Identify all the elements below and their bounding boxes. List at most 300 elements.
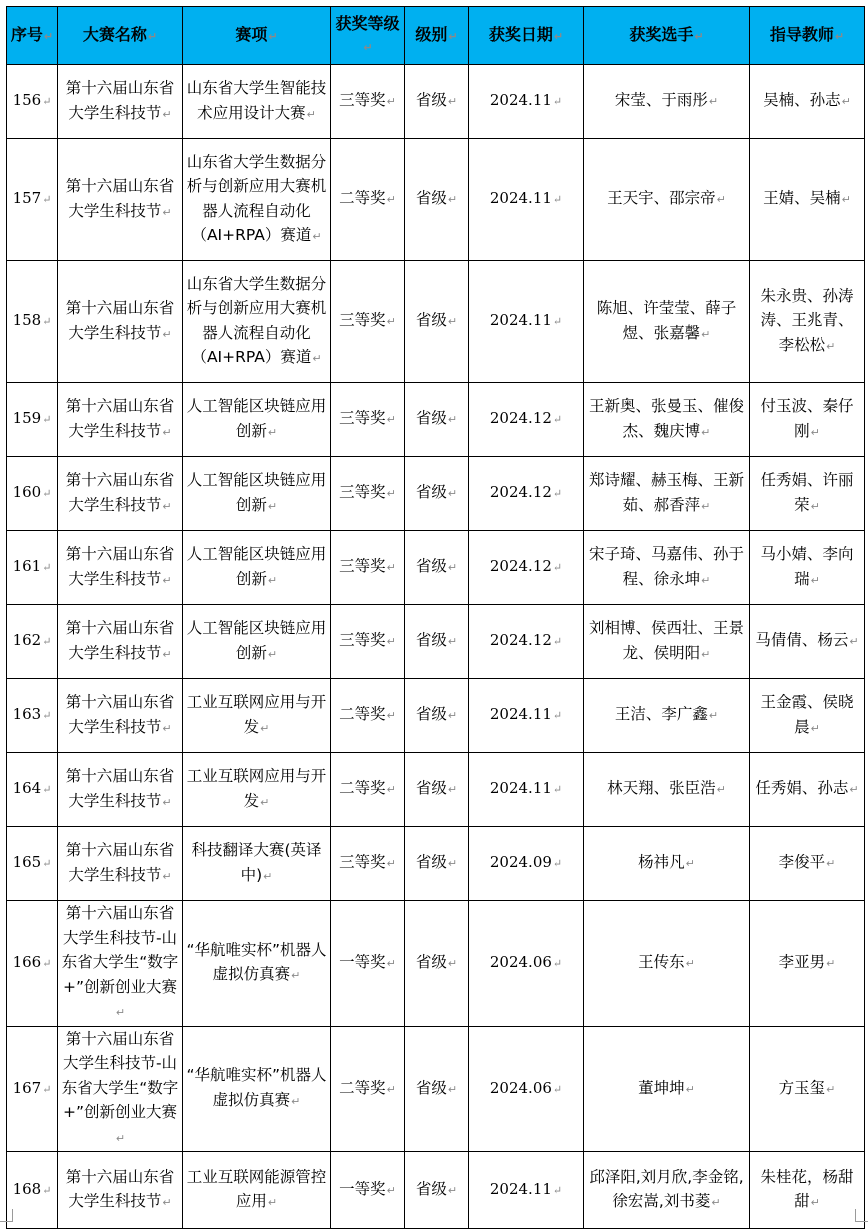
paragraph-mark: ↵ xyxy=(552,95,563,109)
cell-level xyxy=(405,827,469,901)
cell-teachers xyxy=(750,1152,865,1229)
cell-students xyxy=(584,531,750,605)
paragraph-mark: ↵ xyxy=(260,795,270,809)
cell-level-text: 省级 xyxy=(415,189,447,208)
table-row xyxy=(7,753,865,827)
paragraph-mark: ↵ xyxy=(42,1082,52,1096)
cell-date xyxy=(469,261,584,383)
cell-award-text: 一等奖 xyxy=(339,1179,386,1198)
paragraph-mark: ↵ xyxy=(42,1183,52,1197)
paragraph-mark: ↵ xyxy=(386,709,396,723)
paragraph-mark: ↵ xyxy=(42,709,52,723)
cell-contest xyxy=(58,65,183,139)
paragraph-mark: ↵ xyxy=(42,413,52,427)
paragraph-mark: ↵ xyxy=(267,647,278,661)
paragraph-mark: ↵ xyxy=(701,647,711,661)
cell-date xyxy=(469,383,584,457)
cell-date xyxy=(469,65,584,139)
paragraph-mark: ↵ xyxy=(386,193,396,207)
paragraph-mark: ↵ xyxy=(162,425,172,439)
cell-award xyxy=(331,261,405,383)
paragraph-mark: ↵ xyxy=(552,1082,563,1096)
paragraph-mark: ↵ xyxy=(447,857,458,871)
paragraph-mark: ↵ xyxy=(42,957,52,970)
paragraph-mark: ↵ xyxy=(447,1183,458,1197)
cell-award xyxy=(331,139,405,261)
cell-level-text: 省级 xyxy=(415,409,447,428)
cell-date-text: 2024.06 xyxy=(489,1078,552,1097)
cell-students-text: 王传东 xyxy=(638,953,685,971)
cell-award-text: 三等奖 xyxy=(339,631,386,650)
cell-award xyxy=(331,901,405,1027)
cell-event xyxy=(183,679,331,753)
cell-contest xyxy=(58,827,183,901)
table-row xyxy=(7,605,865,679)
paragraph-mark: ↵ xyxy=(42,783,52,797)
paragraph-mark: ↵ xyxy=(386,487,396,501)
paragraph-mark: ↵ xyxy=(552,709,563,723)
paragraph-mark: ↵ xyxy=(162,1196,172,1209)
cell-teachers-text: 李亚男 xyxy=(778,953,826,971)
cell-level-text: 省级 xyxy=(415,779,447,798)
paragraph-mark: ↵ xyxy=(386,95,396,109)
paragraph-mark: ↵ xyxy=(42,487,52,501)
cell-award xyxy=(331,383,405,457)
paragraph-mark: ↵ xyxy=(826,857,836,871)
page-corner-mark xyxy=(855,1209,868,1222)
cell-award xyxy=(331,1026,405,1152)
cell-teachers-text: 李俊平 xyxy=(778,853,826,872)
cell-teachers-text: 吴楠、孙志 xyxy=(763,91,841,110)
paragraph-mark: ↵ xyxy=(386,315,396,329)
cell-level-text: 省级 xyxy=(415,557,447,576)
paragraph-mark: ↵ xyxy=(826,339,836,353)
paragraph-mark: ↵ xyxy=(162,327,172,341)
paragraph-mark: ↵ xyxy=(552,193,563,207)
cell-contest-text: 第十六届山东省大学生科技节 xyxy=(65,693,175,736)
cell-level xyxy=(405,901,469,1027)
cell-teachers xyxy=(750,605,865,679)
cell-date-text: 2024.11 xyxy=(489,311,552,330)
cell-event xyxy=(183,901,331,1027)
cell-level-text: 省级 xyxy=(415,705,447,724)
cell-no xyxy=(7,457,58,531)
cell-event xyxy=(183,1152,331,1229)
cell-award-text: 三等奖 xyxy=(339,483,386,502)
cell-award-text: 二等奖 xyxy=(339,779,386,798)
cell-date xyxy=(469,139,584,261)
cell-date-text: 2024.12 xyxy=(489,631,552,650)
paragraph-mark: ↵ xyxy=(42,315,52,329)
paragraph-mark: ↵ xyxy=(386,857,396,871)
cell-event-text: “华航唯实杯”机器人虚拟仿真赛 xyxy=(186,1066,327,1109)
header-level: 级别↵ xyxy=(405,7,469,65)
cell-event xyxy=(183,753,331,827)
cell-event xyxy=(183,65,331,139)
cell-date xyxy=(469,679,584,753)
cell-teachers-text: 方玉玺 xyxy=(778,1078,826,1097)
cell-students xyxy=(584,605,750,679)
table-row xyxy=(7,1152,865,1229)
cell-level xyxy=(405,679,469,753)
cell-award-text: 三等奖 xyxy=(339,91,386,110)
cell-date-text: 2024.12 xyxy=(489,483,552,502)
cell-no-text: 165 xyxy=(12,853,42,872)
cell-teachers-text: 任秀娟、许丽荣 xyxy=(760,471,854,514)
cell-contest-text: 第十六届山东省大学生科技节 xyxy=(65,177,175,220)
paragraph-mark: ↵ xyxy=(552,857,563,871)
cell-teachers-text: 朱桂花，杨甜甜 xyxy=(760,1167,854,1210)
paragraph-mark: ↵ xyxy=(552,635,563,649)
cell-level-text: 省级 xyxy=(415,311,447,330)
cell-event-text: 工业互联网应用与开发 xyxy=(186,693,327,736)
header-contest: 大赛名称↵ xyxy=(58,7,183,65)
cell-award-text: 二等奖 xyxy=(339,189,386,208)
cell-contest-text: 第十六届山东省大学生科技节 xyxy=(65,1167,175,1210)
paragraph-mark: ↵ xyxy=(386,1183,396,1197)
page-corner-mark xyxy=(0,1209,13,1222)
cell-no-text: 158 xyxy=(12,311,42,330)
cell-students xyxy=(584,65,750,139)
paragraph-mark: ↵ xyxy=(42,635,52,649)
cell-event-text: 人工智能区块链应用创新 xyxy=(186,619,327,662)
cell-contest-text: 第十六届山东省大学生科技节 xyxy=(65,397,175,440)
paragraph-mark: ↵ xyxy=(552,783,563,797)
header-row xyxy=(7,7,865,65)
cell-date xyxy=(469,901,584,1027)
paragraph-mark: ↵ xyxy=(447,709,458,723)
paragraph-mark: ↵ xyxy=(312,230,322,243)
cell-students-text: 宋子琦、马嘉伟、孙于程、徐永坤 xyxy=(588,545,744,588)
paragraph-mark: ↵ xyxy=(386,783,396,797)
cell-contest xyxy=(58,753,183,827)
cell-teachers-text: 付玉波、秦仔刚 xyxy=(760,397,854,440)
paragraph-mark: ↵ xyxy=(841,95,851,109)
cell-level xyxy=(405,139,469,261)
cell-level-text: 省级 xyxy=(415,1078,447,1097)
cell-award xyxy=(331,679,405,753)
paragraph-mark: ↵ xyxy=(447,315,458,329)
paragraph-mark: ↵ xyxy=(267,573,278,587)
cell-award-text: 三等奖 xyxy=(339,409,386,428)
cell-contest xyxy=(58,901,183,1027)
paragraph-mark: ↵ xyxy=(716,193,726,207)
cell-no-text: 167 xyxy=(12,1078,42,1097)
cell-students-text: 林天翔、张臣浩 xyxy=(607,779,716,798)
awards-table-body xyxy=(7,65,865,1229)
cell-contest xyxy=(58,1152,183,1229)
header-students: 获奖选手↵ xyxy=(584,7,750,65)
cell-award xyxy=(331,1152,405,1229)
cell-event-text: 工业互联网能源管控应用 xyxy=(186,1167,327,1210)
cell-date xyxy=(469,531,584,605)
cell-contest-text: 第十六届山东省大学生科技节 xyxy=(65,767,175,810)
cell-level-text: 省级 xyxy=(415,1179,447,1198)
paragraph-mark: ↵ xyxy=(701,425,711,439)
cell-event-text: 人工智能区块链应用创新 xyxy=(186,545,327,588)
paragraph-mark: ↵ xyxy=(162,499,172,513)
cell-students-text: 陈旭、许莹莹、薛子煜、张嘉馨 xyxy=(596,299,737,342)
cell-award xyxy=(331,531,405,605)
table-row xyxy=(7,1026,865,1152)
cell-students-text: 王洁、李广鑫 xyxy=(614,705,708,724)
paragraph-mark: ↵ xyxy=(711,1196,721,1209)
table-row xyxy=(7,457,865,531)
awards-table xyxy=(6,6,865,1229)
cell-teachers-text: 王婧、吴楠 xyxy=(763,189,841,208)
paragraph-mark: ↵ xyxy=(162,869,172,883)
cell-event-text: 人工智能区块链应用创新 xyxy=(186,397,327,440)
paragraph-mark: ↵ xyxy=(386,561,396,575)
cell-contest-text: 第十六届山东省大学生科技节 xyxy=(65,471,175,514)
header-award: 获奖等级↵ xyxy=(331,7,405,65)
cell-no-text: 162 xyxy=(12,631,42,650)
cell-event xyxy=(183,531,331,605)
paragraph-mark: ↵ xyxy=(42,561,52,575)
cell-students-text: 王天宇、邵宗帝 xyxy=(607,189,716,208)
cell-teachers xyxy=(750,139,865,261)
cell-students-text: 王新奥、张曼玉、催俊杰、魏庆博 xyxy=(588,397,744,440)
cell-date xyxy=(469,1026,584,1152)
paragraph-mark: ↵ xyxy=(552,413,563,427)
paragraph-mark: ↵ xyxy=(552,1183,563,1197)
paragraph-mark: ↵ xyxy=(716,783,726,797)
cell-students xyxy=(584,679,750,753)
cell-no-text: 156 xyxy=(12,91,42,110)
paragraph-mark: ↵ xyxy=(810,425,820,439)
cell-level xyxy=(405,1026,469,1152)
paragraph-mark: ↵ xyxy=(826,1082,836,1096)
paragraph-mark: ↵ xyxy=(312,352,322,365)
paragraph-mark: ↵ xyxy=(267,425,278,439)
cell-contest xyxy=(58,261,183,383)
cell-level xyxy=(405,753,469,827)
cell-date-text: 2024.11 xyxy=(489,705,552,724)
paragraph-mark: ↵ xyxy=(162,721,172,735)
cell-event-text: 工业互联网应用与开发 xyxy=(186,767,327,810)
header-teachers: 指导教师↵ xyxy=(750,7,865,65)
cell-students-text: 郑诗耀、赫玉梅、王新茹、郝香萍 xyxy=(588,471,744,514)
cell-students-text: 董坤坤 xyxy=(638,1078,685,1097)
paragraph-mark: ↵ xyxy=(849,783,859,797)
cell-date-text: 2024.06 xyxy=(489,953,552,971)
paragraph-mark: ↵ xyxy=(386,635,396,649)
cell-date xyxy=(469,605,584,679)
cell-no xyxy=(7,139,58,261)
paragraph-mark: ↵ xyxy=(162,795,172,809)
table-row xyxy=(7,261,865,383)
cell-contest xyxy=(58,383,183,457)
cell-no xyxy=(7,753,58,827)
cell-no xyxy=(7,901,58,1027)
cell-date xyxy=(469,827,584,901)
cell-award xyxy=(331,827,405,901)
paragraph-mark: ↵ xyxy=(701,573,711,587)
cell-contest-text: 第十六届山东省大学生科技节 xyxy=(65,841,175,884)
paragraph-mark: ↵ xyxy=(708,95,719,109)
paragraph-mark: ↵ xyxy=(115,1131,126,1145)
cell-teachers xyxy=(750,261,865,383)
cell-level xyxy=(405,531,469,605)
paragraph-mark: ↵ xyxy=(162,647,172,661)
cell-teachers-text: 王金霞、侯晓晨 xyxy=(760,693,854,736)
paragraph-mark: ↵ xyxy=(552,315,563,329)
cell-no-text: 168 xyxy=(12,1179,42,1198)
paragraph-mark: ↵ xyxy=(447,193,458,207)
cell-students xyxy=(584,457,750,531)
paragraph-mark: ↵ xyxy=(447,635,458,649)
cell-award-text: 二等奖 xyxy=(339,705,386,724)
paragraph-mark: ↵ xyxy=(552,561,563,575)
cell-level xyxy=(405,261,469,383)
table-row xyxy=(7,827,865,901)
cell-date-text: 2024.11 xyxy=(489,1179,552,1198)
cell-teachers xyxy=(750,753,865,827)
cell-teachers-text: 任秀娟、孙志 xyxy=(755,779,849,798)
cell-contest-text: 第十六届山东省大学生科技节 xyxy=(65,619,175,662)
cell-teachers xyxy=(750,901,865,1027)
cell-students xyxy=(584,827,750,901)
cell-teachers xyxy=(750,383,865,457)
cell-no xyxy=(7,531,58,605)
cell-date-text: 2024.11 xyxy=(489,91,552,110)
cell-level-text: 省级 xyxy=(415,631,447,650)
paragraph-mark: ↵ xyxy=(810,499,820,513)
cell-event-text: 山东省大学生数据分析与创新应用大赛机器人流程自动化（AI+RPA）赛道 xyxy=(186,274,327,366)
paragraph-mark: ↵ xyxy=(685,957,695,970)
cell-award-text: 三等奖 xyxy=(339,311,386,330)
cell-no-text: 164 xyxy=(12,779,42,798)
cell-teachers xyxy=(750,679,865,753)
paragraph-mark: ↵ xyxy=(386,413,396,427)
table-row xyxy=(7,139,865,261)
cell-no xyxy=(7,1026,58,1152)
cell-no xyxy=(7,65,58,139)
cell-teachers xyxy=(750,65,865,139)
cell-event xyxy=(183,1026,331,1152)
cell-students xyxy=(584,383,750,457)
cell-teachers xyxy=(750,1026,865,1152)
cell-contest xyxy=(58,457,183,531)
cell-award-text: 二等奖 xyxy=(339,1078,386,1097)
cell-contest-text: 第十六届山东省大学生科技节-山东省大学生“数字+”创新创业大赛 xyxy=(61,904,179,996)
cell-contest xyxy=(58,531,183,605)
paragraph-mark: ↵ xyxy=(386,1082,396,1096)
cell-event xyxy=(183,383,331,457)
cell-contest xyxy=(58,139,183,261)
cell-contest xyxy=(58,679,183,753)
paragraph-mark: ↵ xyxy=(291,969,301,983)
cell-event xyxy=(183,605,331,679)
table-row xyxy=(7,901,865,1027)
cell-students xyxy=(584,753,750,827)
cell-award-text: 三等奖 xyxy=(339,557,386,576)
cell-no-text: 159 xyxy=(12,409,42,428)
table-row xyxy=(7,679,865,753)
paragraph-mark: ↵ xyxy=(810,573,820,587)
cell-date-text: 2024.09 xyxy=(489,853,552,872)
cell-event-text: 山东省大学生数据分析与创新应用大赛机器人流程自动化（AI+RPA）赛道 xyxy=(186,152,327,244)
paragraph-mark: ↵ xyxy=(447,95,458,109)
cell-event xyxy=(183,827,331,901)
cell-students xyxy=(584,1152,750,1229)
cell-no xyxy=(7,679,58,753)
cell-award xyxy=(331,605,405,679)
cell-teachers-text: 马倩倩、杨云 xyxy=(755,631,849,650)
cell-no-text: 161 xyxy=(12,557,42,576)
cell-contest-text: 第十六届山东省大学生科技节 xyxy=(65,545,175,588)
cell-event xyxy=(183,139,331,261)
paragraph-mark: ↵ xyxy=(841,193,851,207)
paragraph-mark: ↵ xyxy=(701,327,711,341)
paragraph-mark: ↵ xyxy=(447,783,458,797)
cell-date xyxy=(469,1152,584,1229)
cell-no-text: 157 xyxy=(12,189,42,208)
paragraph-mark: ↵ xyxy=(685,1082,695,1096)
table-row xyxy=(7,65,865,139)
cell-students-text: 刘相博、侯西壮、王景龙、侯明阳 xyxy=(588,619,744,662)
cell-teachers-text: 马小婧、李向瑞 xyxy=(760,545,854,588)
paragraph-mark: ↵ xyxy=(552,487,563,501)
cell-teachers-text: 朱永贵、孙涛涛、王兆青、李松松 xyxy=(760,286,854,354)
cell-students xyxy=(584,139,750,261)
cell-students xyxy=(584,261,750,383)
header-date: 获奖日期↵ xyxy=(469,7,584,65)
paragraph-mark: ↵ xyxy=(552,957,563,970)
paragraph-mark: ↵ xyxy=(42,857,52,871)
cell-event-text: 人工智能区块链应用创新 xyxy=(186,471,327,514)
cell-no xyxy=(7,605,58,679)
cell-award-text: 一等奖 xyxy=(339,953,386,971)
cell-level xyxy=(405,605,469,679)
paragraph-mark: ↵ xyxy=(849,635,859,649)
cell-award-text: 三等奖 xyxy=(339,853,386,872)
paragraph-mark: ↵ xyxy=(447,561,458,575)
cell-event xyxy=(183,457,331,531)
paragraph-mark: ↵ xyxy=(162,107,172,121)
header-event: 赛项↵ xyxy=(183,7,331,65)
cell-event xyxy=(183,261,331,383)
cell-students-text: 邱泽阳,刘月欣,李金铭,徐宏嵩,刘书菱 xyxy=(589,1167,744,1210)
table-row xyxy=(7,383,865,457)
paragraph-mark: ↵ xyxy=(263,869,273,883)
cell-event-text: 山东省大学生智能技术应用设计大赛 xyxy=(186,79,327,122)
cell-no xyxy=(7,827,58,901)
paragraph-mark: ↵ xyxy=(260,721,270,735)
paragraph-mark: ↵ xyxy=(267,1196,278,1209)
cell-contest xyxy=(58,605,183,679)
cell-students xyxy=(584,1026,750,1152)
paragraph-mark: ↵ xyxy=(42,193,52,207)
paragraph-mark: ↵ xyxy=(291,1094,301,1108)
paragraph-mark: ↵ xyxy=(447,413,458,427)
cell-level xyxy=(405,65,469,139)
paragraph-mark: ↵ xyxy=(267,499,278,513)
cell-no-text: 166 xyxy=(12,953,42,971)
cell-award xyxy=(331,753,405,827)
cell-students-text: 宋莹、于雨彤 xyxy=(614,91,708,110)
paragraph-mark: ↵ xyxy=(701,499,711,513)
cell-date-text: 2024.11 xyxy=(489,189,552,208)
paragraph-mark: ↵ xyxy=(162,573,172,587)
cell-contest-text: 第十六届山东省大学生科技节 xyxy=(65,79,175,122)
cell-level xyxy=(405,457,469,531)
cell-contest xyxy=(58,1026,183,1152)
paragraph-mark: ↵ xyxy=(685,857,695,871)
paragraph-mark: ↵ xyxy=(447,957,458,970)
cell-students xyxy=(584,901,750,1027)
cell-teachers xyxy=(750,827,865,901)
